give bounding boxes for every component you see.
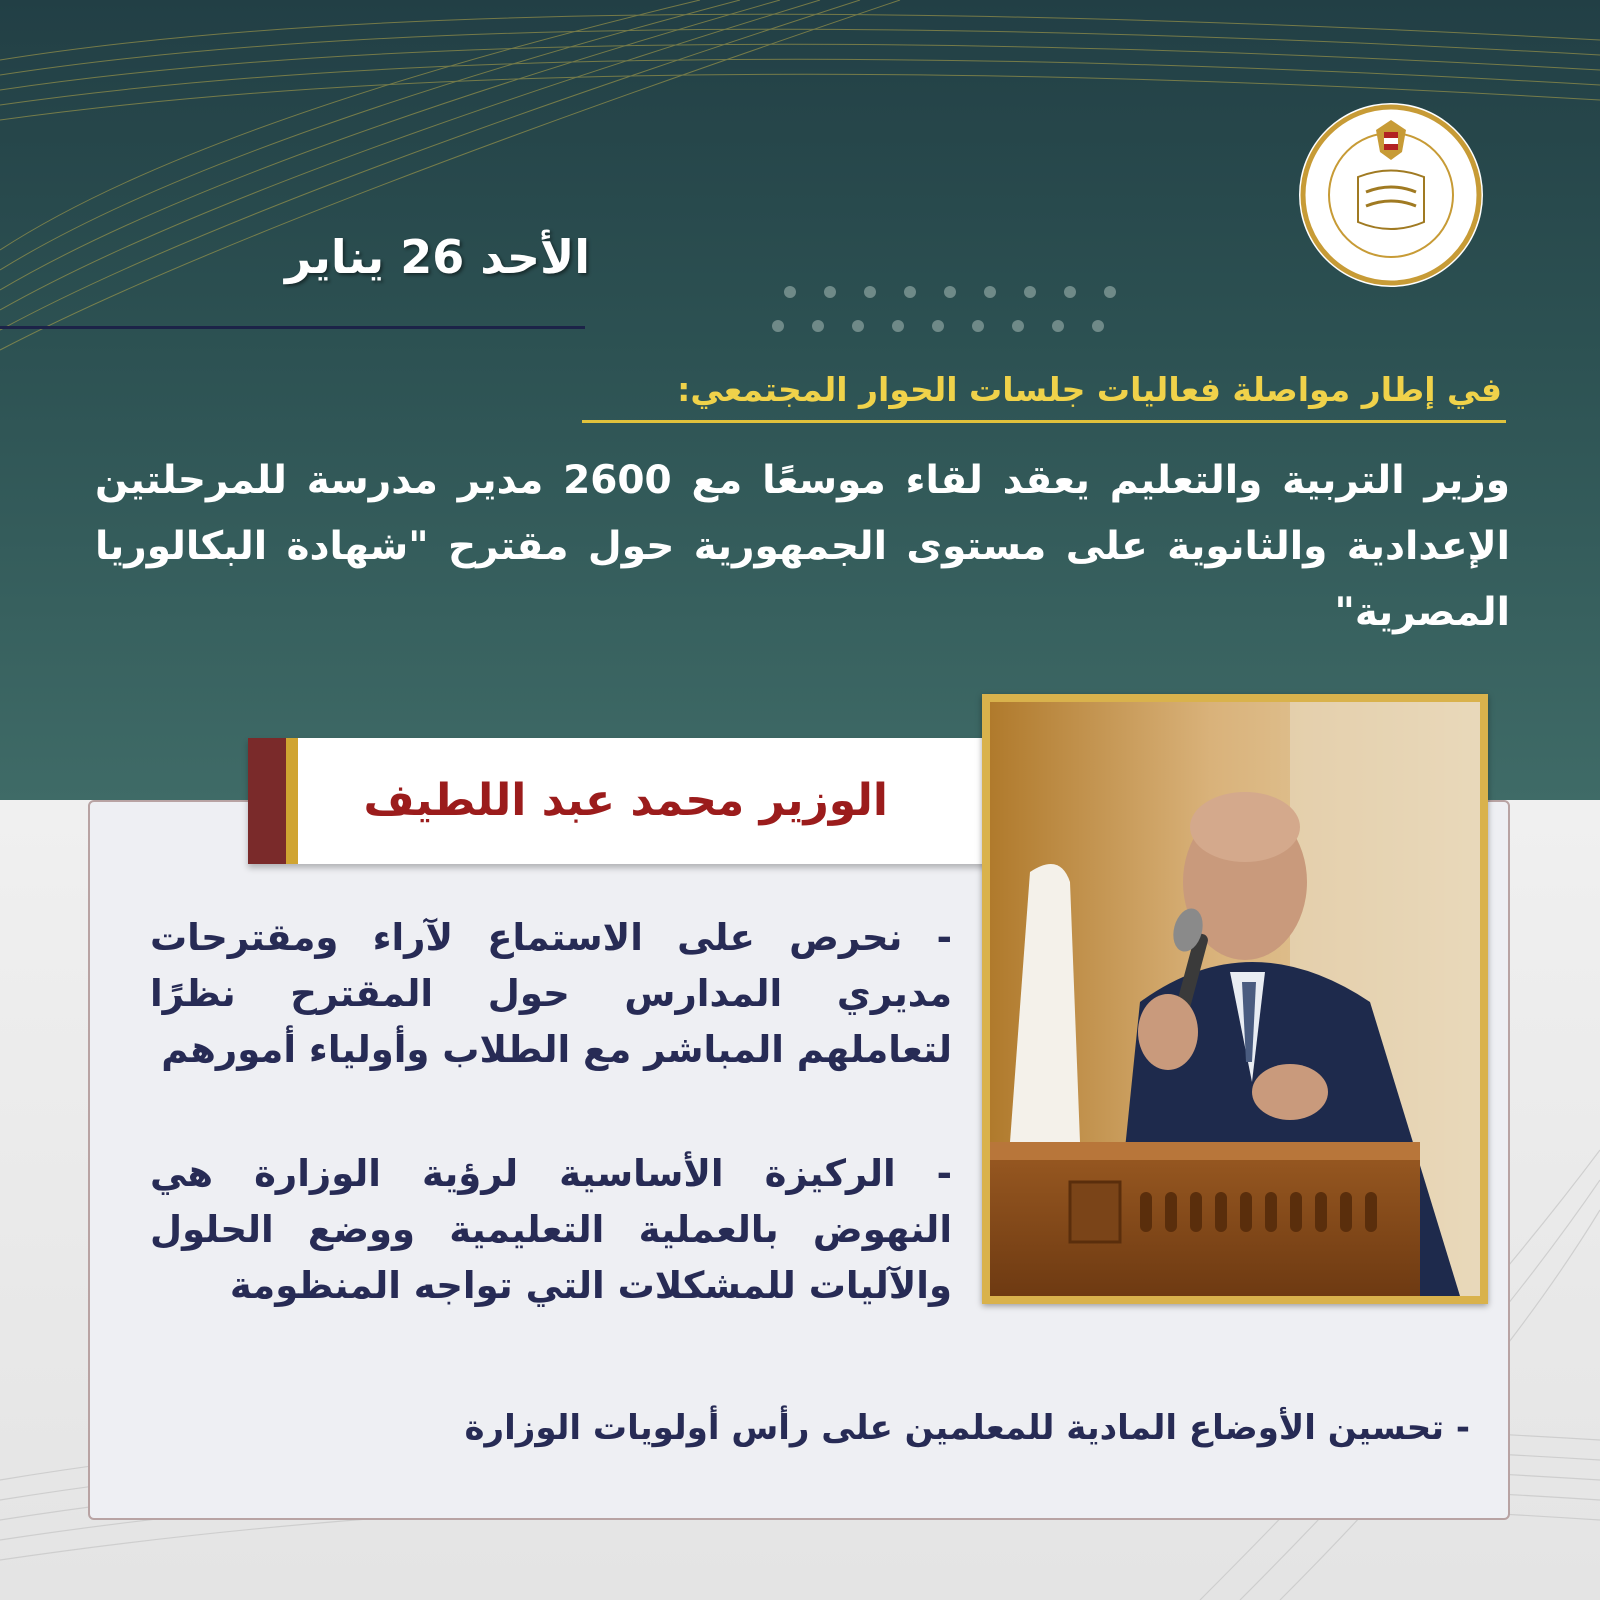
decorative-dots bbox=[770, 280, 1130, 340]
tab-accent-gold bbox=[286, 738, 298, 864]
bullet-listening: - نحرص على الاستماع لآراء ومقترحات مديري المدارس حول المقترح نظرًا لتعاملهم المباشر مع الطلاب وأولياء أمورهم bbox=[150, 916, 952, 1071]
date-underline bbox=[0, 326, 585, 329]
minister-photo bbox=[990, 702, 1480, 1296]
bullet-vision: - الركيزة الأساسية لرؤية الوزارة هي النهوض بالعملية التعليمية ووضع الحلول والآليات للمشكلات التي تواجه المنظومة bbox=[150, 1152, 952, 1307]
minister-photo-frame bbox=[982, 694, 1488, 1304]
minister-name-tab bbox=[248, 738, 988, 864]
headline: وزير التربية والتعليم يعقد لقاء موسعًا مع 2600 مدير مدرسة للمرحلتين الإعدادية والثانوية على مستوى الجمهورية حول مقترح "شهادة البكالوريا المصرية" bbox=[95, 458, 1510, 635]
bullet-teachers: - تحسين الأوضاع المادية للمعلمين على رأس أولويات الوزارة bbox=[464, 1408, 1470, 1448]
date-label: الأحد 26 يناير bbox=[284, 230, 590, 284]
ministry-logo-icon bbox=[1298, 102, 1484, 288]
kicker-heading: في إطار مواصلة فعاليات جلسات الحوار المجتمعي: bbox=[677, 370, 1502, 409]
tab-accent-red bbox=[248, 738, 286, 864]
minister-name: الوزير محمد عبد اللطيف bbox=[363, 775, 888, 826]
kicker-underline bbox=[582, 420, 1506, 423]
